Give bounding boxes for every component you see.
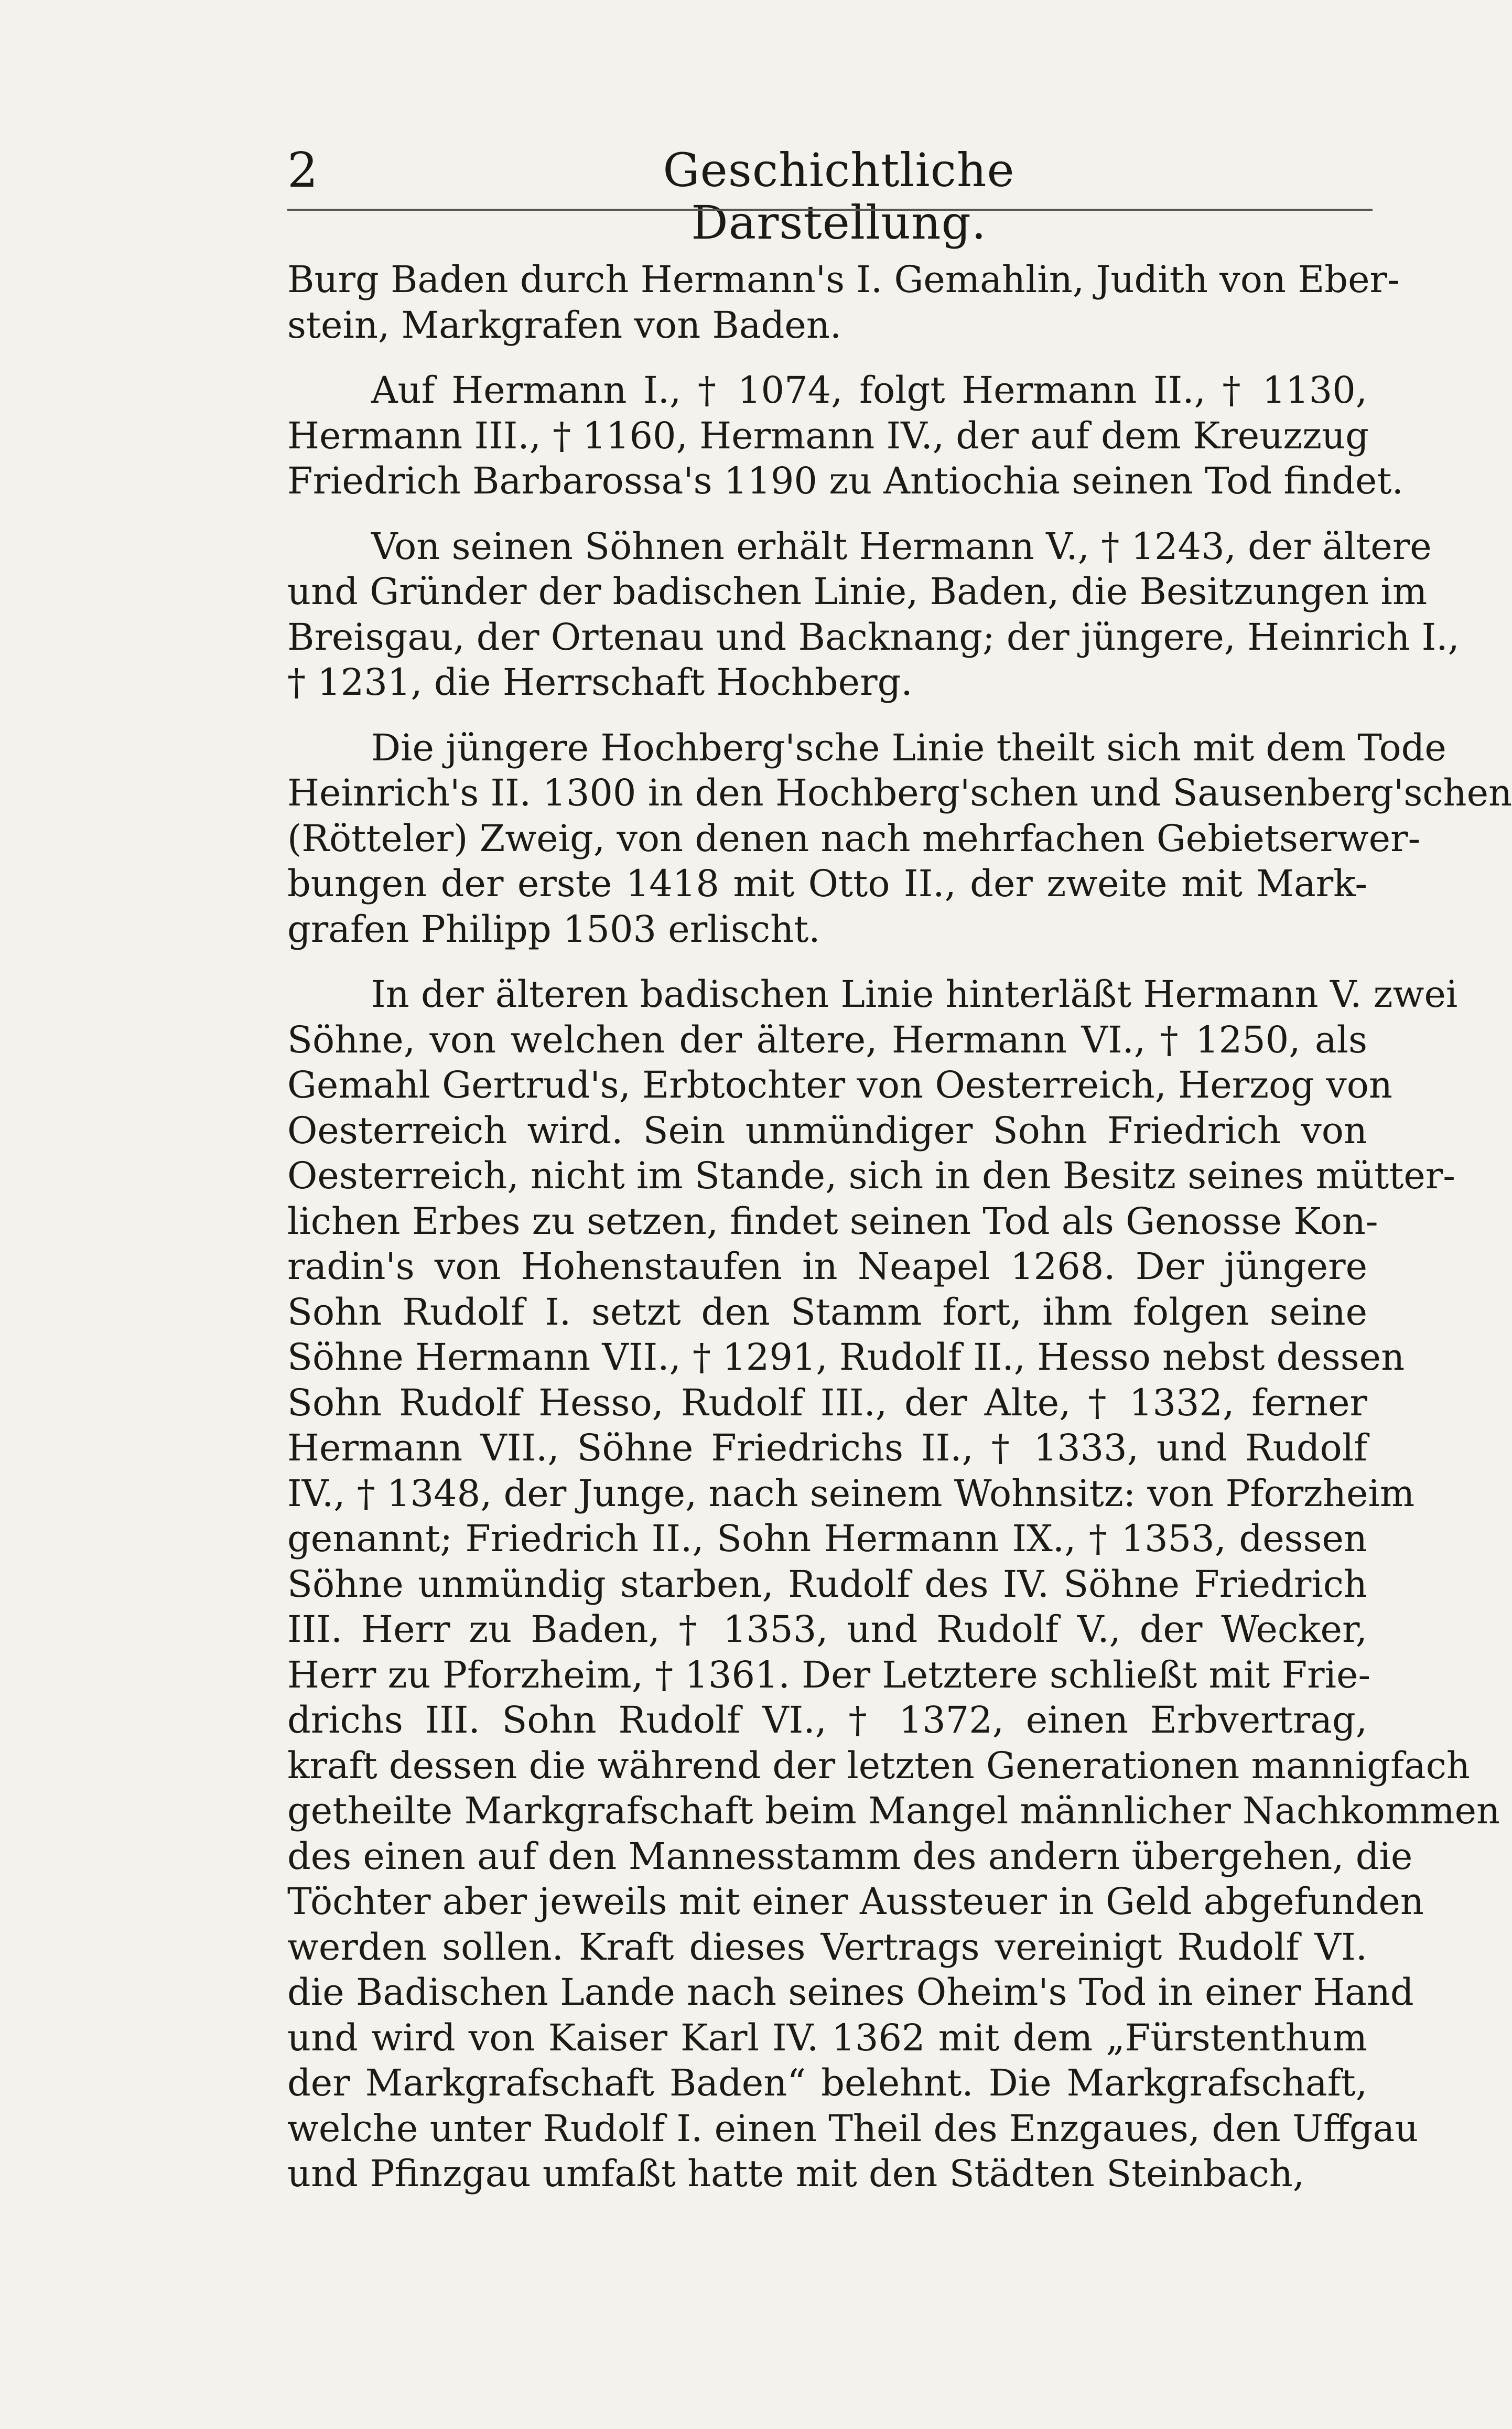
text-line: (Rötteler) Zweig, von denen nach mehrfachen Gebietserwer- (287, 816, 1421, 860)
text-line: die Badischen Lande nach seines Oheim's Tod in einer Hand (287, 1971, 1414, 2014)
text-line: und Gründer der badischen Linie, Baden, die Besitzungen im (287, 570, 1428, 613)
text-line: Sohn Rudolf I. setzt den Stamm fort, ihm folgen seine (287, 1290, 1367, 1334)
text-line: Gemahl Gertrud's, Erbtochter von Oesterreich, Herzog von (287, 1063, 1392, 1106)
paragraph (287, 524, 1460, 705)
text-line: Von seinen Söhnen erhält Hermann V., † 1243, der ältere (371, 524, 1432, 568)
text-line: Hermann III., † 1160, Hermann IV., der auf dem Kreuzzug (287, 414, 1369, 457)
text-line: Sohn Rudolf Hesso, Rudolf III., der Alte, † 1332, ferner (287, 1381, 1367, 1424)
text-line: Töchter aber jeweils mit einer Aussteuer in Geld abgefunden (287, 1880, 1424, 1923)
header-rule (287, 209, 1373, 211)
text-line: drichs III. Sohn Rudolf VI., † 1372, einen Erbvertrag, (287, 1699, 1367, 1742)
text-line: genannt; Friedrich II., Sohn Hermann IX., † 1353, dessen (287, 1517, 1367, 1560)
text-line: grafen Philipp 1503 erlischt. (287, 907, 820, 951)
paragraph (287, 368, 1403, 504)
body-text (287, 257, 1512, 2217)
text-line: und Pfinzgau umfaßt hatte mit den Städten Steinbach, (287, 2152, 1305, 2195)
paragraph (287, 972, 1500, 2197)
text-line: des einen auf den Mannesstamm des andern übergehen, die (287, 1834, 1413, 1878)
running-title: Geschichtliche Darstellung. (663, 143, 1015, 250)
text-line: Auf Hermann I., † 1074, folgt Hermann II., † 1130, (371, 369, 1367, 412)
text-line: III. Herr zu Baden, † 1353, und Rudolf V., der Wecker, (287, 1608, 1367, 1651)
text-line: IV., † 1348, der Junge, nach seinem Wohnsitz: von Pforzheim (287, 1471, 1415, 1515)
text-line: Breisgau, der Ortenau und Backnang; der jüngere, Heinrich I., (287, 615, 1460, 659)
text-line: kraft dessen die während der letzten Generationen mannigfach (287, 1744, 1470, 1787)
text-line: und wird von Kaiser Karl IV. 1362 mit dem „Fürstenthum (287, 2016, 1367, 2059)
text-line: In der älteren badischen Linie hinterläßt Hermann V. zwei (371, 973, 1458, 1016)
text-line: werden sollen. Kraft dieses Vertrags vereinigt Rudolf VI. (287, 1925, 1367, 1969)
text-line: Oesterreich wird. Sein unmündiger Sohn Friedrich von (287, 1109, 1367, 1152)
text-line: der Markgrafschaft Baden“ belehnt. Die Markgrafschaft, (287, 2061, 1367, 2104)
text-line: getheilte Markgrafschaft beim Mangel männlicher Nachkommen (287, 1789, 1500, 1832)
text-line: Söhne unmündig starben, Rudolf des IV. Söhne Friedrich (287, 1562, 1367, 1606)
text-line: Heinrich's II. 1300 in den Hochberg'schen und Sausenberg'schen (287, 771, 1512, 814)
text-line: lichen Erbes zu setzen, findet seinen Tod als Genosse Kon- (287, 1199, 1378, 1243)
text-line: Söhne, von welchen der ältere, Hermann VI., † 1250, als (287, 1018, 1367, 1061)
text-line: Oesterreich, nicht im Stande, sich in den Besitz seines mütter- (287, 1154, 1455, 1197)
text-line: Herr zu Pforzheim, † 1361. Der Letztere schließt mit Frie- (287, 1653, 1371, 1696)
text-line: Burg Baden durch Hermann's I. Gemahlin, Judith von Eber- (287, 258, 1400, 301)
text-line: welche unter Rudolf I. einen Theil des Enzgaues, den Uffgau (287, 2106, 1419, 2150)
paragraph (287, 257, 1400, 348)
text-line: Die jüngere Hochberg'sche Linie theilt sich mit dem Tode (371, 726, 1446, 769)
page-number: 2 (287, 142, 318, 198)
text-line: bungen der erste 1418 mit Otto II., der zweite mit Mark- (287, 862, 1367, 905)
text-line: † 1231, die Herrschaft Hochberg. (287, 661, 913, 704)
text-line: stein, Markgrafen von Baden. (287, 303, 842, 347)
text-line: radin's von Hohenstaufen in Neapel 1268. Der jüngere (287, 1245, 1367, 1288)
paragraph (287, 725, 1512, 952)
text-line: Söhne Hermann VII., † 1291, Rudolf II., Hesso nebst dessen (287, 1336, 1405, 1379)
text-line: Friedrich Barbarossa's 1190 zu Antiochia seinen Tod findet. (287, 459, 1403, 502)
text-line: Hermann VII., Söhne Friedrichs II., † 1333, und Rudolf (287, 1426, 1367, 1469)
